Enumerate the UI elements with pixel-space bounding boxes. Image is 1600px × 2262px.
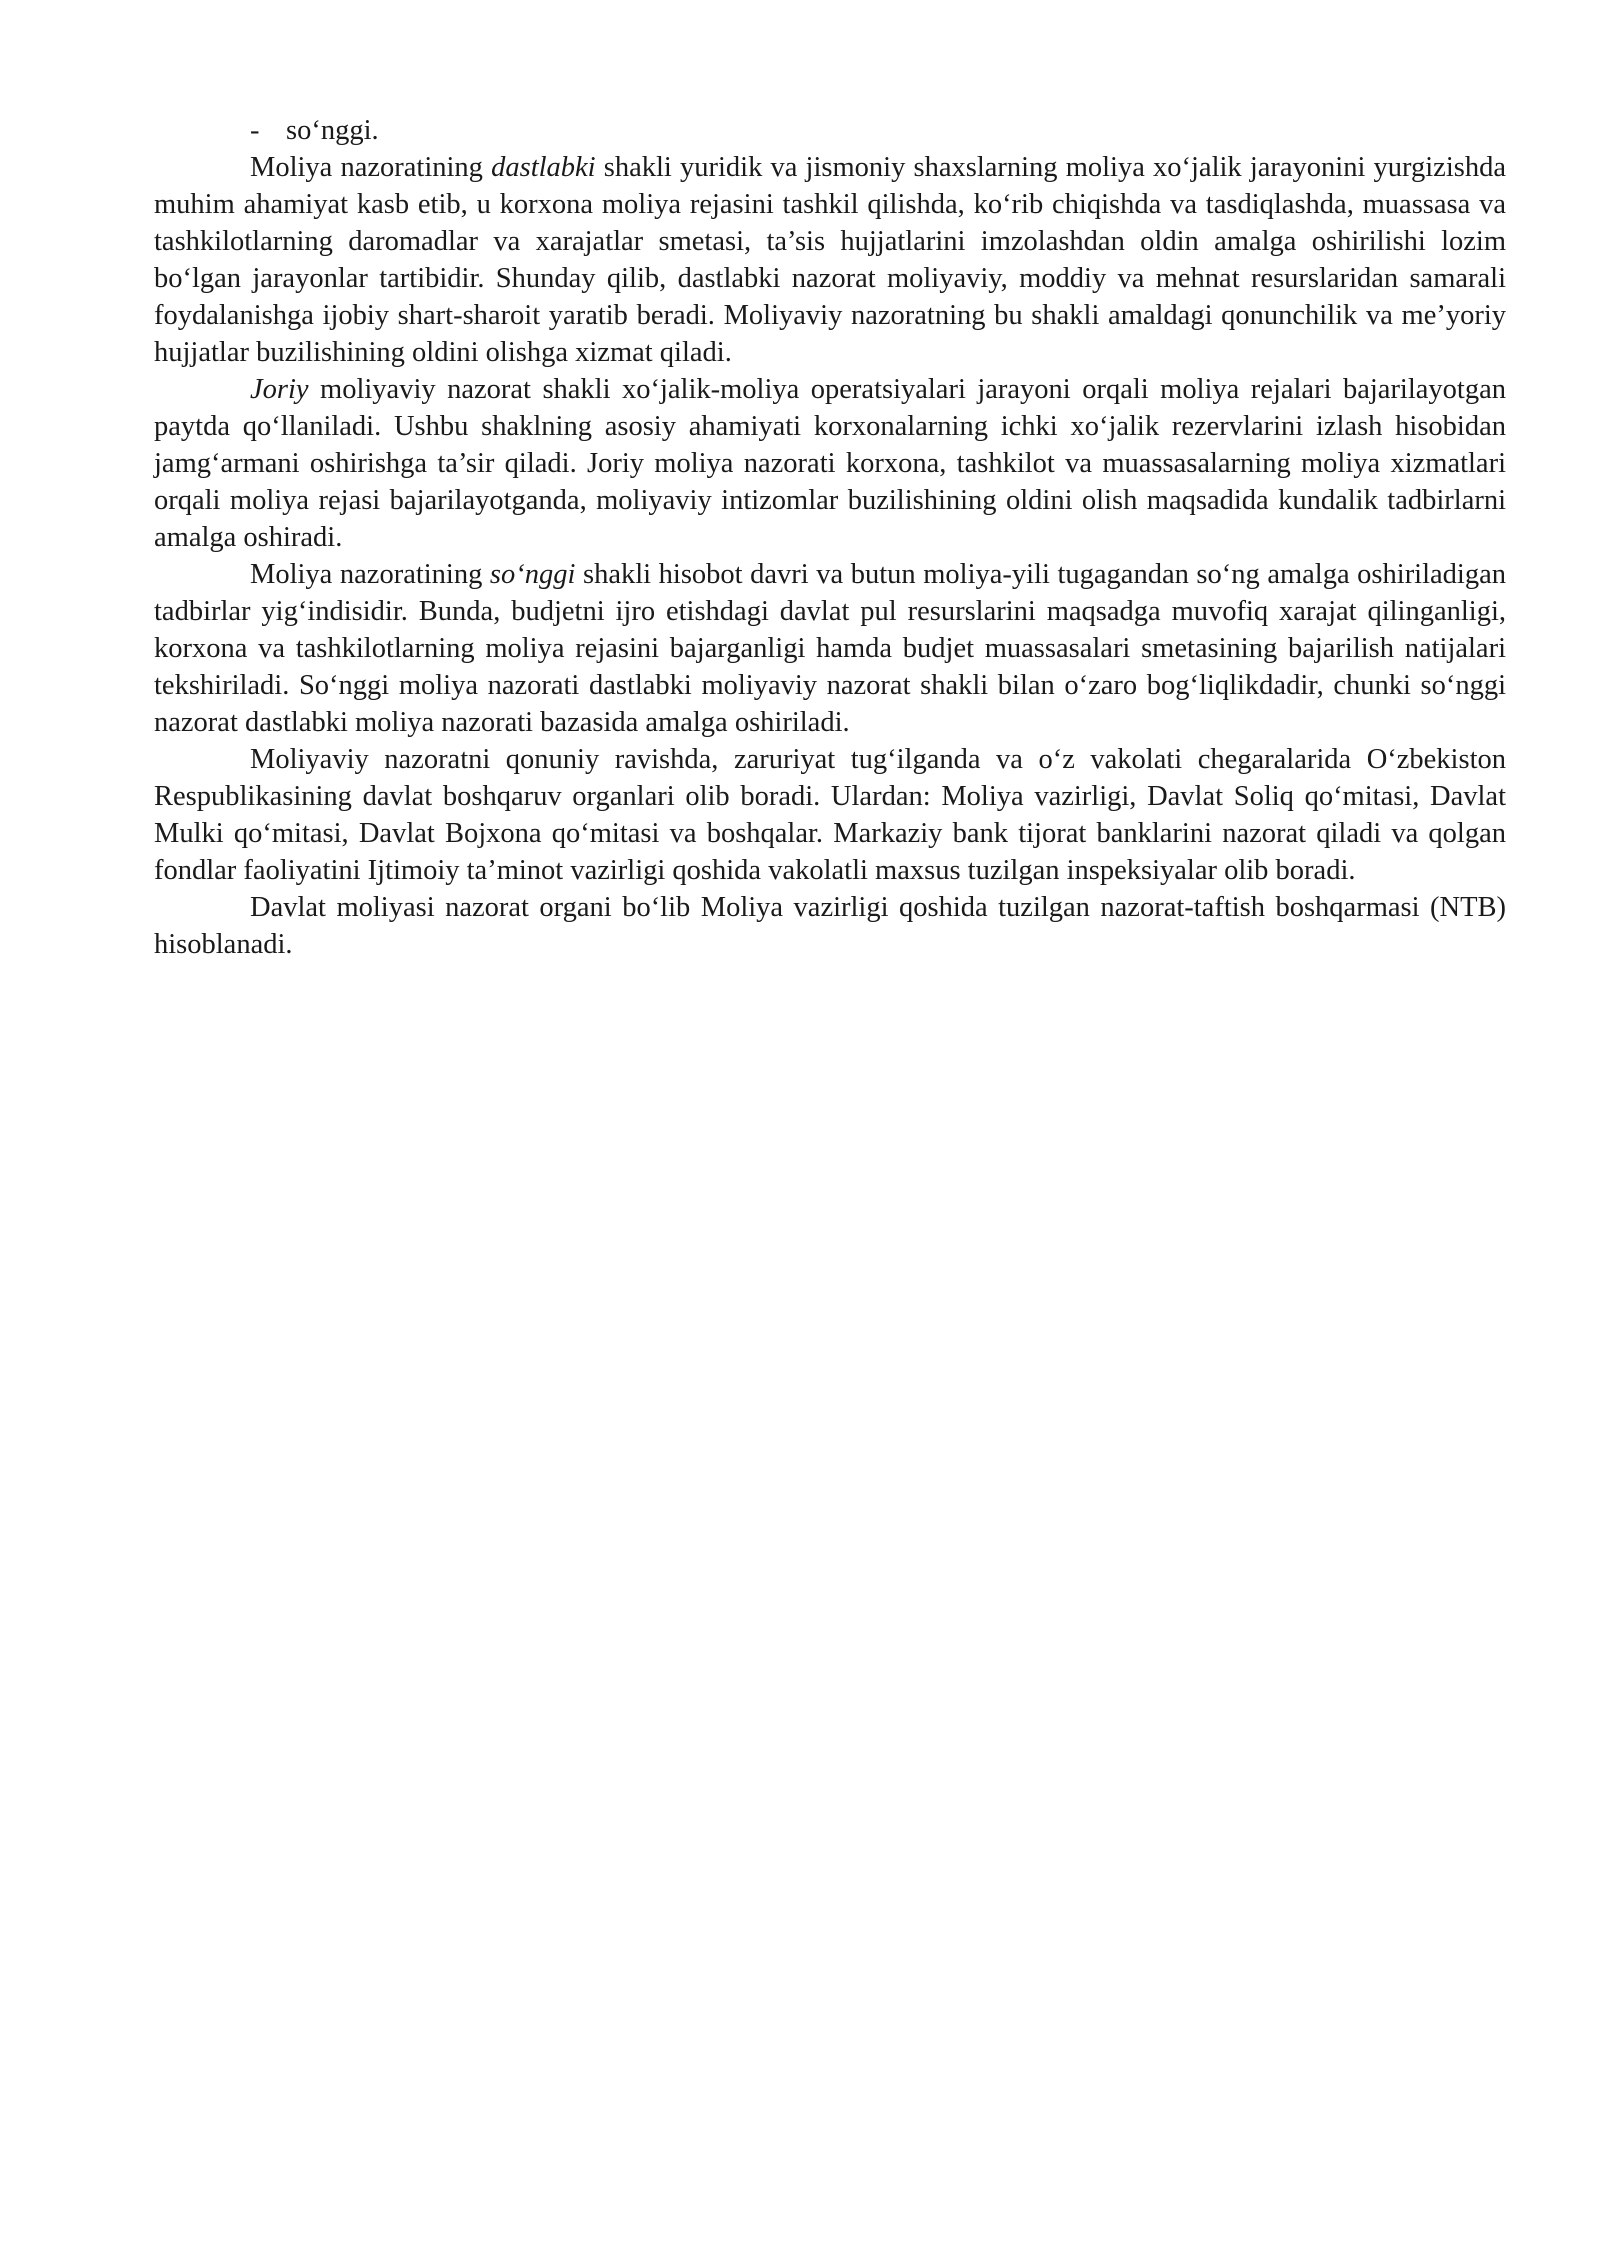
paragraph-organlar: [154, 741, 1506, 889]
paragraph-songgi: [154, 556, 1506, 741]
italic-term: so‘nggi: [489, 559, 576, 590]
italic-term: dastlabki: [491, 152, 596, 183]
paragraph-joriy: [154, 371, 1506, 556]
list-item-text: so‘nggi.: [286, 115, 379, 146]
paragraph-text: Moliya nazoratining: [250, 152, 492, 183]
paragraph-text: shakli yuridik va jismoniy shaxslarning moliya xo‘jalik jarayonini yurgizishda muhim ahamiyat kasb etib, u korxona moliya rejasini tashkil qilishda, ko‘rib chiqishda va tasdiqlashda, muassasa va tashkilotlarning daromadlar va xarajatlar smetasi, ta’sis hujjatlarini imzolashdan oldin amalga oshirilishi lozim bo‘lgan jarayonlar tartibidir. Shunday qilib, dastlabki nazorat moliyaviy, moddiy va mehnat resurslaridan samarali foydalanishga ijobiy shart-sharoit yaratib beradi. Moliyaviy nazoratning bu shakli amaldagi qonunchilik va me’yoriy hujjatlar buzilishining oldini olishga xizmat qiladi.: [154, 152, 1506, 368]
paragraph-text: Moliyaviy nazoratni qonuniy ravishda, zaruriyat tug‘ilganda va o‘z vakolati chegaralarida O‘zbekiston Respublikasining davlat boshqaruv organlari olib boradi. Ulardan: Moliya vazirligi, Davlat Soliq qo‘mitasi, Davlat Mulki qo‘mitasi, Davlat Bojxona qo‘mitasi va boshqalar. Markaziy bank tijorat banklarini nazorat qiladi va qolgan fondlar faoliyatini Ijtimoiy ta’minot vazirligi qoshida vakolatli maxsus tuzilgan inspeksiyalar olib boradi.: [154, 744, 1506, 886]
paragraph-text: shakli hisobot davri va butun moliya-yili tugagandan so‘ng amalga oshiriladigan tadbirlar yig‘indisidir. Bunda, budjetni ijro etishdagi davlat pul resurslarini maqsadga muvofiq xarajat qilinganligi, korxona va tashkilotlarning moliya rejasini bajarganligi hamda budjet muassasalari smetasining bajarilish natijalari tekshiriladi. So‘nggi moliya nazorati dastlabki moliyaviy nazorat shakli bilan o‘zaro bog‘liqlikdadir, chunki so‘nggi nazorat dastlabki moliya nazorati bazasida amalga oshiriladi.: [154, 559, 1506, 738]
list-marker: -: [250, 115, 260, 146]
paragraph-ntb: [154, 889, 1506, 963]
paragraph-text: Moliya nazoratining: [250, 559, 490, 590]
italic-term: Joriy: [250, 374, 309, 405]
paragraph-dastlabki: [154, 149, 1506, 371]
paragraph-text: Davlat moliyasi nazorat organi bo‘lib Moliya vazirligi qoshida tuzilgan nazorat-taftish boshqarmasi (NTB) hisoblanadi.: [154, 892, 1506, 960]
paragraph-text: moliyaviy nazorat shakli xo‘jalik-moliya operatsiyalari jarayoni orqali moliya rejalari bajarilayotgan paytda qo‘llaniladi. Ushbu shaklning asosiy ahamiyati korxonalarning ichki xo‘jalik rezervlarini izlash hisobidan jamg‘armani oshirishga ta’sir qiladi. Joriy moliya nazorati korxona, tashkilot va muassasalarning moliya xizmatlari orqali moliya rejasi bajarilayotganda, moliyaviy intizomlar buzilishining oldini olish maqsadida kundalik tadbirlarni amalga oshiradi.: [154, 374, 1506, 553]
document-body: [154, 112, 1506, 963]
list-item: [154, 112, 1506, 149]
